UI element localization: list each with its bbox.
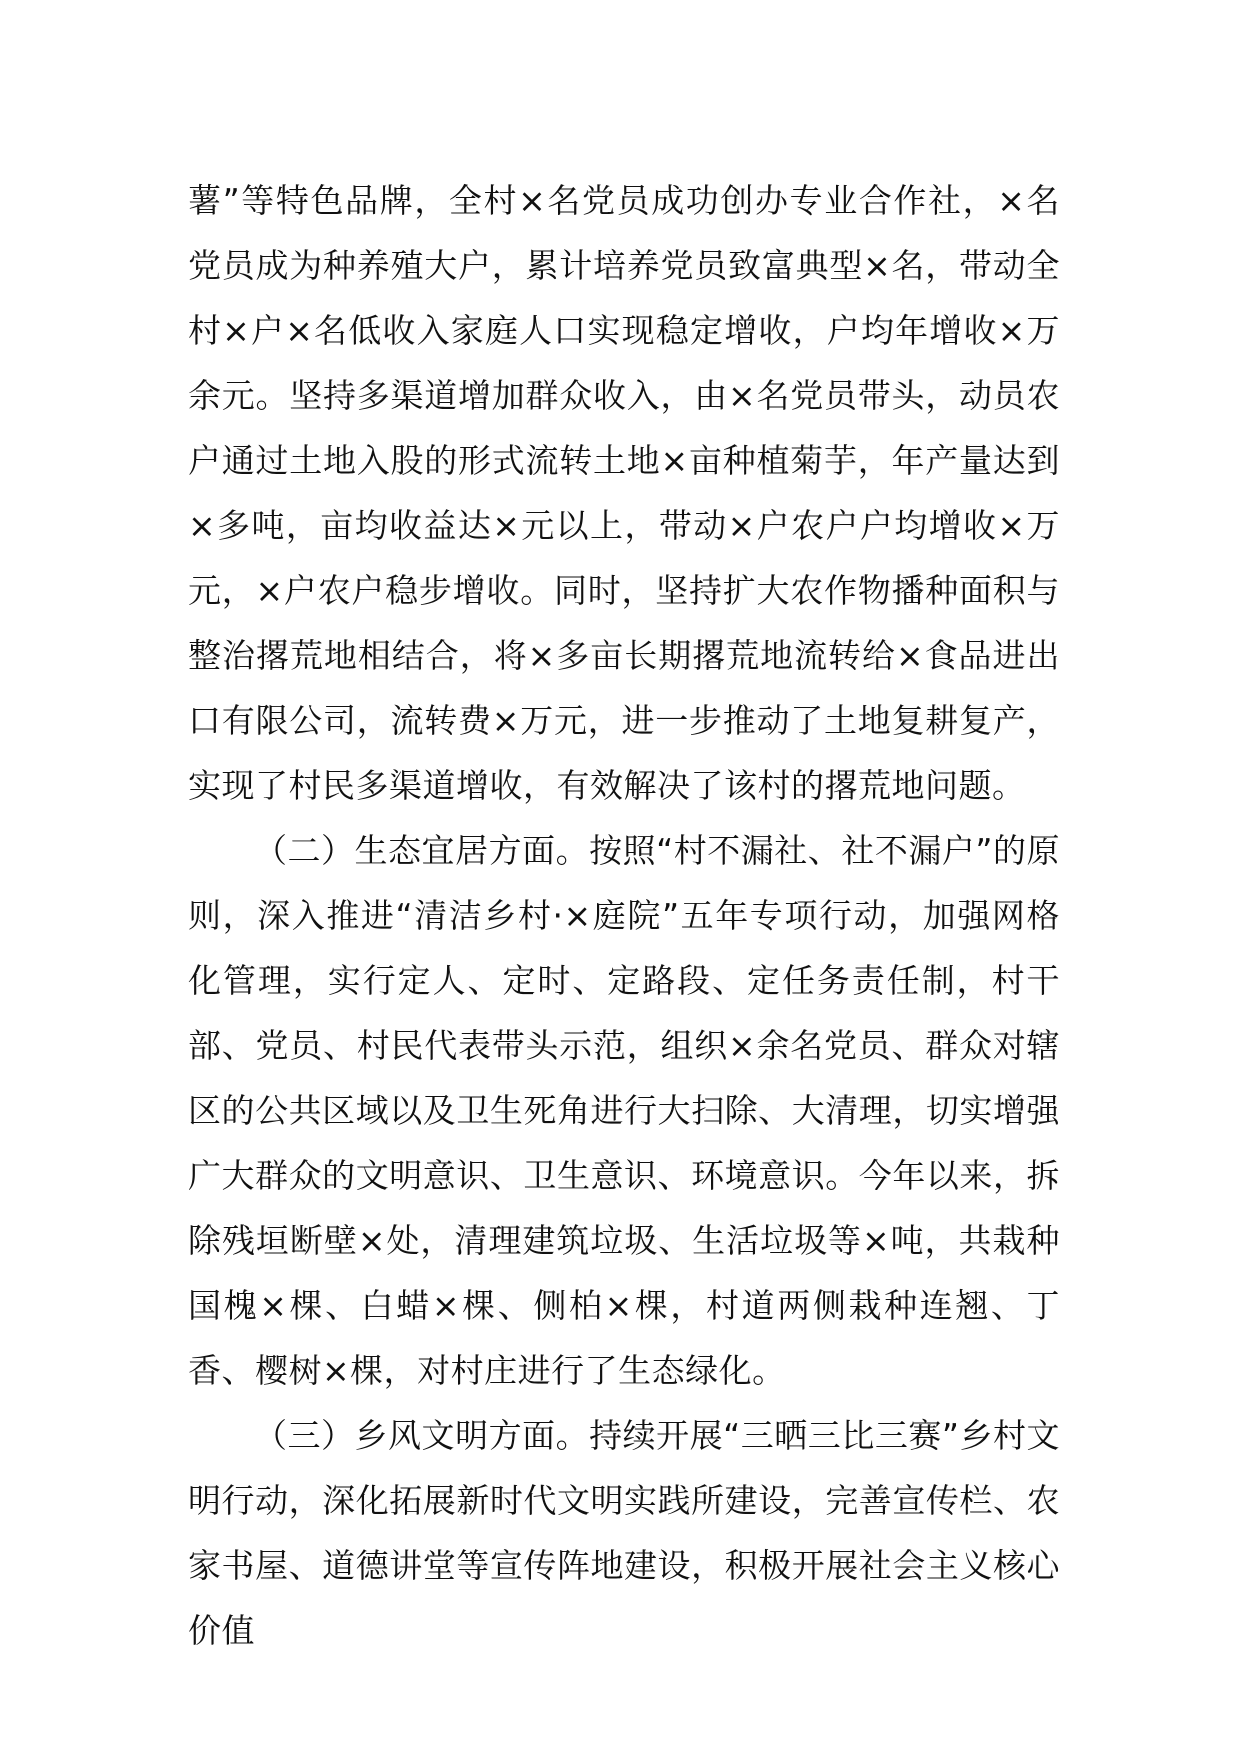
document-body <box>188 168 1060 1663</box>
paragraph-continuation: 薯”等特色品牌，全村×名党员成功创办专业合作社，×名党员成为种养殖大户，累计培养党员致富典型×名，带动全村×户×名低收入家庭人口实现稳定增收，户均年增收×万余元。坚持多渠道增加群众收入，由×名党员带头，动员农户通过土地入股的形式流转土地×亩种植菊芋，年产量达到×多吨，亩均收益达×元以上，带动×户农户户均增收×万元，×户农户稳步增收。同时，坚持扩大农作物播种面积与整治撂荒地相结合，将×多亩长期撂荒地流转给×食品进出口有限公司，流转费×万元，进一步推动了土地复耕复产，实现了村民多渠道增收，有效解决了该村的撂荒地问题。 <box>188 181 1060 805</box>
paragraph-rural-civility: （三）乡风文明方面。持续开展“三晒三比三赛”乡村文明行动，深化拓展新时代文明实践所建设，完善宣传栏、农家书屋、道德讲堂等宣传阵地建设，积极开展社会主义核心价值 <box>188 1416 1060 1650</box>
paragraph-ecological-livability: （二）生态宜居方面。按照“村不漏社、社不漏户”的原则，深入推进“清洁乡村·×庭院”五年专项行动，加强网格化管理，实行定人、定时、定路段、定任务责任制，村干部、党员、村民代表带头示范，组织×余名党员、群众对辖区的公共区域以及卫生死角进行大扫除、大清理，切实增强广大群众的文明意识、卫生意识、环境意识。今年以来，拆除残垣断壁×处，清理建筑垃圾、生活垃圾等×吨，共栽种国槐×棵、白蜡×棵、侧柏×棵，村道两侧栽种连翘、丁香、樱树×棵，对村庄进行了生态绿化。 <box>188 831 1060 1390</box>
